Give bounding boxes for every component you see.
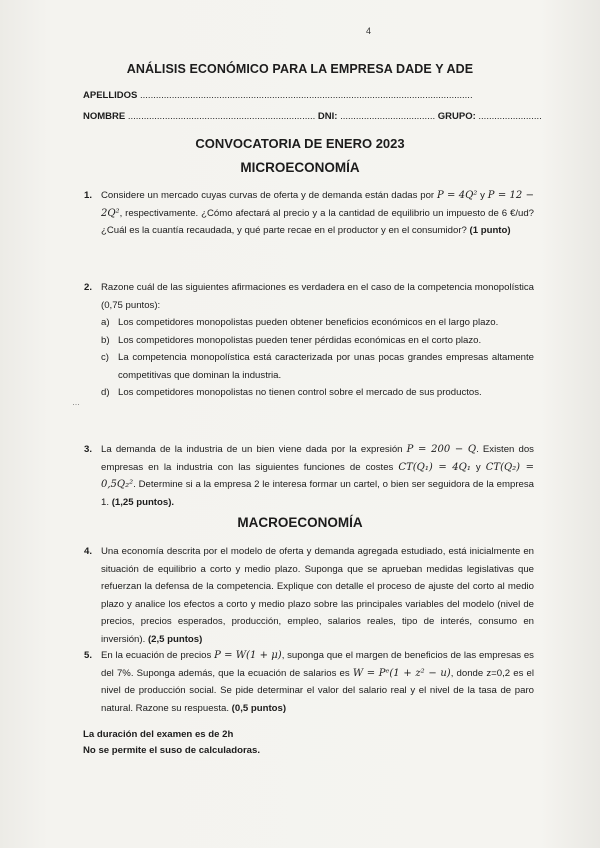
- question-5: [84, 647, 534, 717]
- question-number: 1.: [84, 190, 93, 201]
- exam-title: ANÁLISIS ECONÓMICO PARA LA EMPRESA DADE Y ADE: [126, 62, 474, 76]
- question-points: (2,5 puntos): [147, 633, 203, 645]
- option-item: [101, 349, 534, 384]
- question-points: (0,5 puntos): [231, 702, 287, 714]
- option-text: Los competidores monopolistas no tienen control sobre el mercado de sus productos.: [118, 387, 482, 398]
- question-text: En la ecuación de precios: [101, 650, 212, 661]
- question-text: Una economía descrita por el modelo de oferta y demanda agregada estudiado, está inicialmente en situación de equilibrio a corto y medio plazo. Suponga que se aprueban medidas legislativas que refuerzan la defensa de la competencia. Explique con detalle el proceso de ajuste del corto al medio plazo y analice los efectos a corto y medio plazo sobre las principales variables del modelo (nivel de precios, precios esperados, producción, empleo, salarios reales, tipo de interés, consumo en inversión).: [101, 546, 534, 645]
- question-number: 2.: [84, 282, 93, 293]
- microeconomia-heading: MICROECONOMÍA: [240, 160, 360, 175]
- apellidos-label: APELLIDOS: [83, 90, 138, 101]
- supply-equation: P = 4Q²: [436, 190, 478, 201]
- question-text: , donde z=0,2 es el nivel de producción social. Se pide determinar el valor del salario real y el nivel de la tasa de paro natural. Razone su respuesta.: [101, 667, 534, 714]
- question-4: [84, 543, 534, 648]
- question-text: . Existen dos empresas en la industria con las siguientes funciones de costes: [101, 444, 534, 473]
- option-text: Los competidores monopolistas pueden tener pérdidas económicas en el corto plazo.: [118, 334, 482, 346]
- question-text: , respectivamente. ¿Cómo afectará al precio y a la cantidad de equilibrio un impuesto de 6 €/ud? ¿Cuál es la cuantía recaudada, y qué parte recae en el productor y en el consumidor?: [101, 207, 534, 236]
- exam-duration-note: La duración del examen es de 2h: [83, 729, 234, 740]
- question-text: Razone cuál de las siguientes afirmaciones es verdadera en el caso de la competencia monopolística: [101, 282, 534, 293]
- question-text: y: [480, 190, 485, 201]
- price-equation: P = W(1 + μ): [214, 650, 282, 661]
- grupo-field: ........................: [478, 111, 542, 122]
- convocatoria-heading: CONVOCATORIA DE ENERO 2023: [195, 136, 405, 151]
- corner-mark: 4: [366, 26, 372, 36]
- question-number: 3.: [84, 444, 93, 455]
- option-list: [101, 314, 534, 402]
- question-text: , suponga que el margen de beneficios de las empresas es del 7%. Suponga además, que la ecuación de salarios es: [101, 650, 534, 679]
- nombre-line: [83, 111, 542, 122]
- macroeconomia-heading: MACROECONOMÍA: [237, 515, 363, 530]
- dni-field: ....................................: [340, 111, 436, 122]
- option-text: Los competidores monopolistas pueden obtener beneficios económicos en el largo plazo.: [118, 317, 499, 328]
- option-letter: d): [101, 387, 110, 398]
- question-points: (0,75 puntos):: [101, 299, 161, 311]
- question-3: [84, 441, 534, 511]
- grupo-label: GRUPO:: [437, 111, 476, 122]
- nombre-label: NOMBRE: [83, 111, 126, 122]
- question-text: La demanda de la industria de un bien viene dada por la expresión: [101, 444, 403, 455]
- apellidos-field: ..............................................................................................................................: [140, 90, 473, 101]
- exam-footer: [83, 727, 260, 759]
- calculator-note: No se permite el suso de calculadoras.: [83, 745, 261, 756]
- apellidos-line: [83, 90, 473, 101]
- question-2: [84, 279, 534, 402]
- option-text: La competencia monopolística está caracterizada por unas pocas grandes empresas altamente competitivas que dominan la industria.: [118, 352, 534, 381]
- cost-function-firm-1: CT(Q₁) = 4Q₁: [398, 461, 471, 473]
- option-item: [101, 314, 534, 332]
- option-letter: c): [101, 352, 109, 363]
- question-number: 4.: [84, 546, 93, 557]
- option-item: [101, 384, 534, 402]
- stray-mark: …: [72, 398, 80, 407]
- nombre-field: .......................................................................: [127, 111, 316, 122]
- question-text: . Determine si a la empresa 2 le interesa formar un cartel, o bien ser seguidora de la empresa 1.: [101, 479, 534, 508]
- question-text: y: [475, 461, 481, 473]
- question-number: 5.: [84, 650, 93, 661]
- question-points: (1 punto): [469, 225, 511, 236]
- question-text: Considere un mercado cuyas curvas de oferta y de demanda están dadas por: [101, 190, 435, 201]
- wage-equation: W = Pᵉ(1 + z² − u): [352, 667, 451, 679]
- option-letter: a): [101, 317, 110, 328]
- dni-label: DNI:: [317, 111, 338, 122]
- question-points: (1,25 puntos).: [111, 496, 175, 508]
- demand-equation: P = 12 − 2Q²: [101, 190, 534, 219]
- industry-demand-equation: P = 200 − Q: [406, 444, 477, 455]
- option-item: [101, 332, 534, 350]
- cost-function-firm-2: CT(Q₂) = 0,5Q₂²: [101, 461, 535, 490]
- option-letter: b): [101, 334, 110, 346]
- question-1: [84, 187, 534, 240]
